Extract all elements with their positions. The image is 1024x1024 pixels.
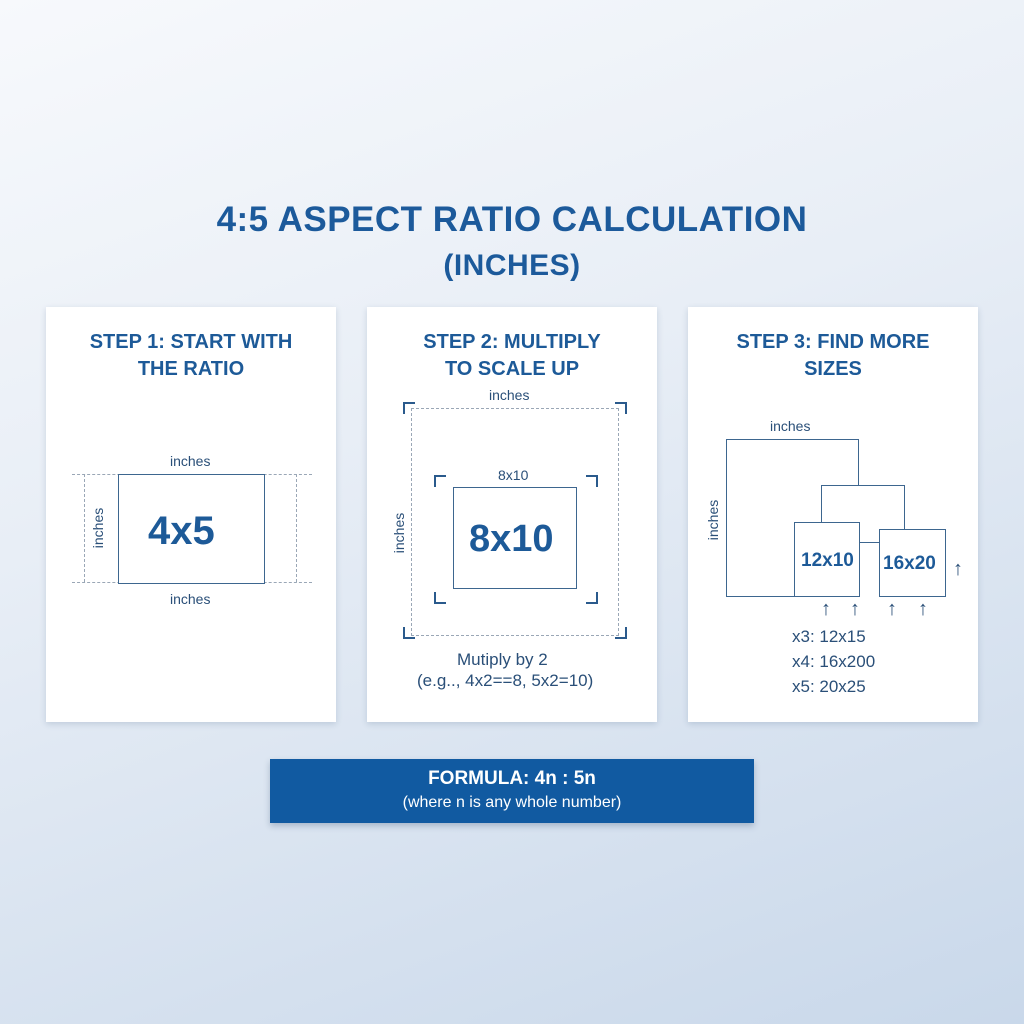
step2-corner-tl [403,402,415,414]
step2-corner-br [615,627,627,639]
arrow-up-icon: ↑ [821,598,831,620]
step2-inner-corner-br [586,592,598,604]
step1-card [46,307,336,722]
step1-size: 4x5 [148,509,215,553]
step3-title [698,329,968,383]
arrow-up-icon: ↑ [953,558,963,580]
formula-banner [270,759,754,823]
step3-label-side: inches [705,499,722,541]
step3-title-line2: SIZES [804,358,862,380]
arrow-up-icon: ↑ [887,598,897,620]
step1-title [56,329,326,383]
step2-label-side: inches [391,512,408,554]
step2-inner-corner-tl [434,475,446,487]
step2-title [377,329,647,383]
step2-inner-corner-tr [586,475,598,487]
arrow-up-icon: ↑ [850,598,860,620]
step2-title-line2: TO SCALE UP [444,358,580,380]
page-title [0,196,1024,286]
arrow-up-icon: ↑ [918,598,928,620]
step1-label-bottom: inches [170,591,211,607]
step2-size: 8x10 [469,518,554,560]
step2-corner-tr [615,402,627,414]
step1-guide-left [84,474,85,582]
step1-label-top: inches [170,453,211,469]
step3-list-item: x3: 12x15 [792,627,866,646]
step2-title-line1: STEP 2: MULTIPLY [423,331,601,353]
step2-corner-bl [403,627,415,639]
step2-note-line1: Mutiply by 2 [457,650,548,669]
formula-note: (where n is any whole number) [402,794,622,811]
step3-title-line1: STEP 3: FIND MORE [736,331,930,353]
step1-title-line2: THE RATIO [137,358,245,380]
step3-list-item: x4: 16x200 [792,652,876,671]
step1-guide-right [296,474,297,582]
title-sub: (INCHES) [443,249,581,282]
step1-label-side: inches [90,507,107,549]
step3-size-b: 16x20 [883,553,936,574]
step2-label-top: inches [489,387,530,403]
step1-title-line1: STEP 1: START WITH [89,331,293,353]
step2-note-line2: (e.g.., 4x2==8, 5x2=10) [417,671,594,690]
step2-small-label: 8x10 [498,467,529,483]
step3-label-top: inches [770,418,811,434]
step3-list-item: x5: 20x25 [792,677,866,696]
step2-inner-corner-bl [434,592,446,604]
step3-size-a: 12x10 [801,550,854,571]
step3-card [688,307,978,722]
step2-card [367,307,657,722]
title-main: 4:5 ASPECT RATIO CALCULATION [216,200,808,239]
formula-text: FORMULA: 4n : 5n [428,768,596,789]
